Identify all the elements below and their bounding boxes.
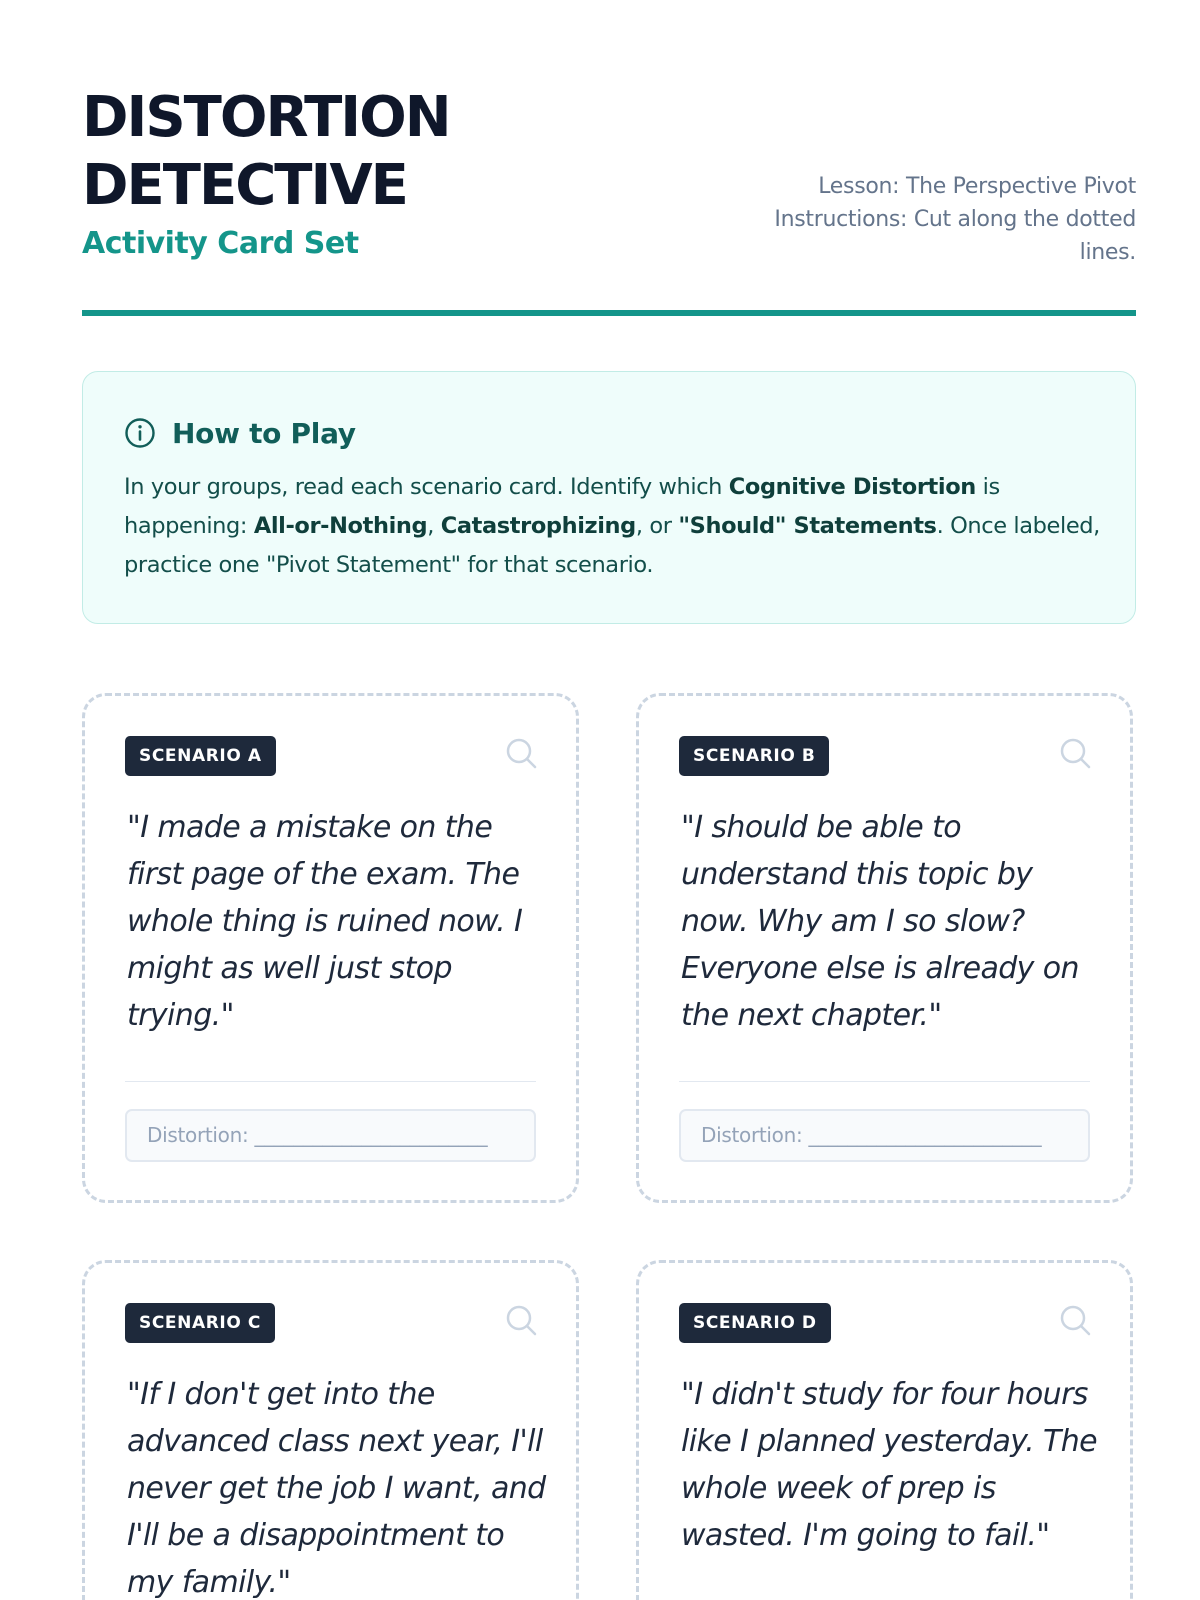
search-icon: [504, 736, 538, 770]
card-divider: [125, 1081, 536, 1082]
title-line-1: DISTORTION: [82, 85, 450, 150]
search-icon: [504, 1303, 538, 1337]
scenario-quote: "I didn't study for four hours like I planned yesterday. The whole week of prep is wasted. I'm going to fail.": [681, 1377, 1097, 1553]
scenario-card-a: [82, 693, 579, 1203]
scenario-badge: SCENARIO C: [125, 1303, 275, 1343]
card-divider: [679, 1081, 1090, 1082]
cut-instructions: Instructions: Cut along the dotted lines.: [774, 207, 1136, 265]
page-title: [82, 84, 682, 220]
scenario-badge: SCENARIO A: [125, 736, 276, 776]
header-divider: [82, 310, 1136, 316]
distortion-answer-field[interactable]: Distortion: ________________________: [125, 1109, 536, 1162]
scenario-quote: "If I don't get into the advanced class next year, I'll never get the job I want, and I'll be a disappointment to my family.": [127, 1377, 546, 1600]
term-cognitive-distortion: Cognitive Distortion: [728, 474, 976, 500]
scenario-badge: SCENARIO B: [679, 736, 829, 776]
how-to-play-panel: [82, 371, 1136, 624]
scenario-card-c: [82, 1260, 579, 1600]
term-all-or-nothing: All-or-Nothing: [253, 513, 428, 539]
lesson-name: Lesson: The Perspective Pivot: [818, 174, 1136, 199]
info-icon: [124, 417, 156, 449]
term-catastrophizing: Catastrophizing: [440, 513, 636, 539]
search-icon: [1058, 1303, 1092, 1337]
scenario-card-b: [636, 693, 1133, 1203]
scenario-quote: "I made a mistake on the first page of the exam. The whole thing is ruined now. I might as well just stop trying.": [127, 810, 523, 1033]
how-to-play-title: How to Play: [172, 416, 356, 450]
how-to-play-header: [124, 416, 356, 450]
term-should-statements: "Should" Statements: [678, 513, 937, 539]
distortion-answer-field[interactable]: Distortion: ________________________: [679, 1109, 1090, 1162]
lesson-meta: [736, 170, 1136, 269]
scenario-quote: "I should be able to understand this topic by now. Why am I so slow? Everyone else is already on the next chapter.": [681, 810, 1079, 1033]
search-icon: [1058, 736, 1092, 770]
page-header: [82, 84, 1136, 318]
page-subtitle: Activity Card Set: [82, 226, 359, 261]
title-line-2: DETECTIVE: [82, 153, 407, 218]
scenario-card-d: [636, 1260, 1133, 1600]
scenario-badge: SCENARIO D: [679, 1303, 831, 1343]
how-to-play-text: In your groups, read each scenario card. Identify which Cognitive Distortion is happening: All-or-Nothing, Catastrophizing, or "Should" Statements. Once labeled, practice one "Pivot Statement" for that scenario.: [124, 474, 1100, 578]
